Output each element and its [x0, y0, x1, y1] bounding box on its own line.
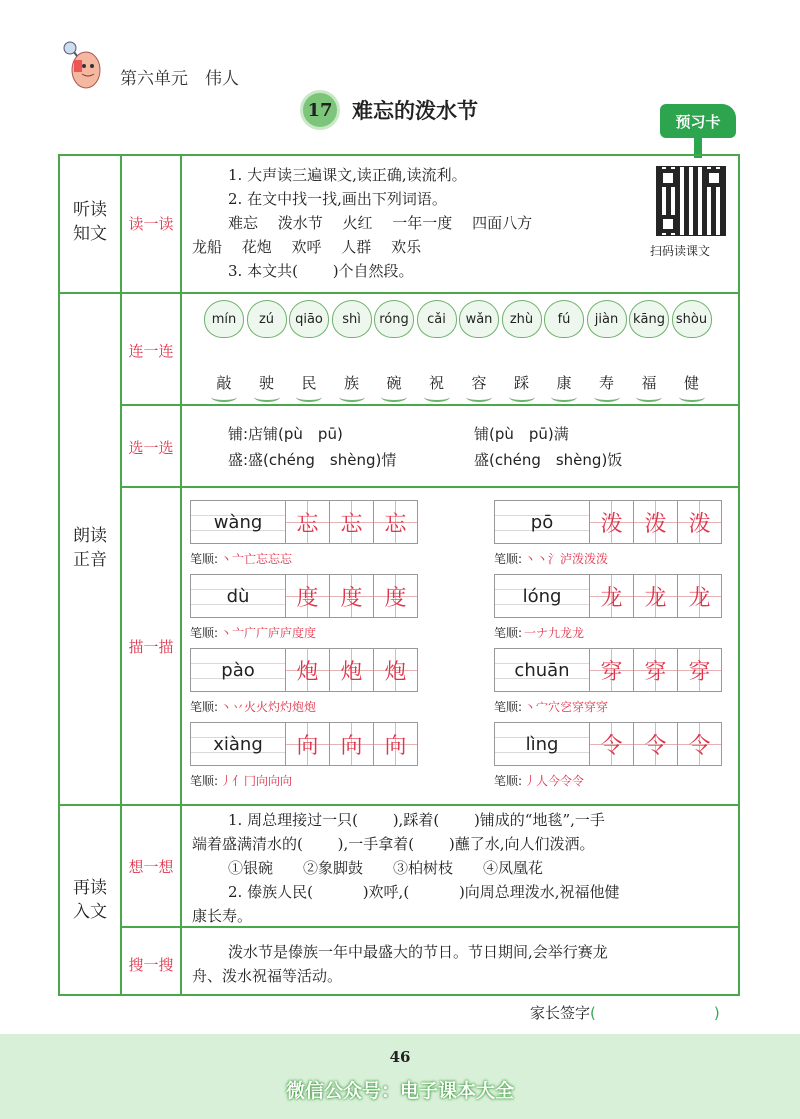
pinyin-box: xiàng — [190, 722, 286, 766]
character-box[interactable]: 泼 — [634, 500, 678, 544]
signature-close: ) — [713, 1004, 720, 1022]
character-item[interactable]: 祝 — [428, 374, 444, 392]
character-item[interactable]: 康 — [556, 374, 572, 392]
divider — [58, 292, 740, 294]
sub-think: 想一想 — [128, 858, 174, 876]
writing-row — [494, 500, 722, 544]
character-box[interactable]: 泼 — [590, 500, 634, 544]
pinyin-box: pō — [494, 500, 590, 544]
character-box[interactable]: 向 — [286, 722, 330, 766]
character-item[interactable]: 驶 — [258, 374, 274, 392]
stroke-sequence: 丶丶氵泸泼泼泼 — [524, 552, 609, 566]
leaf-icon — [636, 392, 662, 402]
signature-open: ( — [590, 1004, 596, 1022]
character-item[interactable]: 碗 — [386, 374, 402, 392]
section-reread: 再读 入文 — [73, 878, 107, 922]
stroke-order — [190, 624, 316, 641]
choose-right-2: 盛(chéng shèng)饭 — [474, 451, 623, 469]
character-item[interactable]: 敲 — [216, 374, 232, 392]
pinyin-bubble[interactable]: jiàn — [587, 300, 627, 338]
stroke-sequence: 丶丷火火灼灼炮炮 — [220, 700, 317, 714]
stroke-label: 笔顺: — [190, 700, 219, 714]
character-box[interactable]: 忘 — [286, 500, 330, 544]
leaf-icon — [594, 392, 620, 402]
search-line: 舟、泼水祝福等活动。 — [192, 967, 343, 985]
writing-row — [494, 722, 722, 766]
leaf-icon — [254, 392, 280, 402]
writing-row — [190, 648, 418, 692]
stroke-order — [494, 698, 608, 715]
character-box[interactable]: 忘 — [374, 500, 418, 544]
qr-label: 扫码读课文 — [650, 244, 711, 258]
pinyin-bubble[interactable]: shòu — [672, 300, 712, 338]
think-line: 1. 周总理接过一只( ),踩着( )铺成的“地毯”,一手 — [228, 811, 605, 829]
read-line: 1. 大声读三遍课文,读正确,读流利。 — [228, 166, 467, 184]
pinyin-box: chuān — [494, 648, 590, 692]
pinyin-bubble[interactable]: wǎn — [459, 300, 499, 338]
leaf-icon — [211, 392, 237, 402]
pinyin-bubble[interactable]: zú — [247, 300, 287, 338]
unit-title: 第六单元 伟人 — [120, 69, 239, 89]
pinyin-bubble[interactable]: shì — [332, 300, 372, 338]
pinyin-bubble[interactable]: róng — [374, 300, 414, 338]
stroke-order — [190, 772, 292, 789]
lesson-number: 17 — [300, 90, 340, 130]
character-box[interactable]: 令 — [634, 722, 678, 766]
think-line: 2. 傣族人民( )欢呼,( )向周总理泼水,祝福他健 — [228, 883, 620, 901]
sub-read: 读一读 — [128, 215, 174, 233]
character-box[interactable]: 穿 — [590, 648, 634, 692]
divider — [120, 404, 740, 406]
stroke-label: 笔顺: — [190, 626, 219, 640]
stroke-sequence: 丿人今令令 — [524, 774, 585, 788]
sub-link: 连一连 — [128, 342, 174, 360]
stroke-order — [494, 550, 608, 567]
pinyin-box: lìng — [494, 722, 590, 766]
character-box[interactable]: 炮 — [374, 648, 418, 692]
think-options: ①银碗 ②象脚鼓 ③柏树枝 ④凤凰花 — [228, 859, 544, 877]
signature-label: 家长签字 — [530, 1004, 591, 1022]
read-line: 3. 本文共( )个自然段。 — [228, 262, 414, 280]
search-line: 泼水节是傣族一年中最盛大的节日。节日期间,会举行赛龙 — [228, 943, 608, 961]
choose-left-2: 盛:盛(chéng shèng)情 — [228, 451, 397, 469]
leaf-icon — [509, 392, 535, 402]
stroke-order — [190, 550, 292, 567]
sub-trace: 描一描 — [128, 638, 174, 656]
lesson-title: 难忘的泼水节 — [352, 99, 478, 123]
writing-row — [190, 574, 418, 618]
pinyin-box: dù — [190, 574, 286, 618]
writing-row — [190, 500, 418, 544]
character-box[interactable]: 泼 — [678, 500, 722, 544]
stroke-sequence: 丿亻冂向向向 — [220, 774, 293, 788]
section-read-aloud: 朗读 正音 — [73, 526, 107, 570]
writing-row — [494, 648, 722, 692]
character-item[interactable]: 寿 — [598, 374, 614, 392]
sub-choose: 选一选 — [128, 439, 174, 457]
read-line: 龙船 花炮 欢呼 人群 欢乐 — [192, 238, 422, 256]
parent-signature — [530, 1002, 720, 1023]
character-box[interactable]: 忘 — [330, 500, 374, 544]
character-box[interactable]: 令 — [590, 722, 634, 766]
leaf-icon — [296, 392, 322, 402]
leaf-icon — [466, 392, 492, 402]
character-box[interactable]: 穿 — [678, 648, 722, 692]
sub-search: 搜一搜 — [128, 956, 174, 974]
stroke-label: 笔顺: — [494, 774, 523, 788]
choose-left-1: 铺:店铺(pù pū) — [228, 425, 343, 443]
character-box[interactable]: 度 — [374, 574, 418, 618]
character-item[interactable]: 容 — [471, 374, 487, 392]
stroke-label: 笔顺: — [494, 700, 523, 714]
character-item[interactable]: 福 — [641, 374, 657, 392]
preview-card-sign: 预习卡 — [660, 104, 736, 138]
stroke-order — [494, 624, 584, 641]
section-listen: 听读 知文 — [73, 200, 107, 244]
divider — [120, 486, 740, 488]
pinyin-bubble[interactable]: fú — [544, 300, 584, 338]
character-item[interactable]: 族 — [343, 374, 359, 392]
writing-row — [190, 722, 418, 766]
character-box[interactable]: 炮 — [330, 648, 374, 692]
character-box[interactable]: 向 — [330, 722, 374, 766]
stroke-order — [494, 772, 584, 789]
pinyin-bubble[interactable]: qiāo — [289, 300, 329, 338]
lesson-header — [300, 92, 478, 128]
character-box[interactable]: 穿 — [634, 648, 678, 692]
character-box[interactable]: 龙 — [678, 574, 722, 618]
mascot-icon — [60, 40, 106, 98]
leaf-icon — [551, 392, 577, 402]
stroke-sequence: 丶亠亡忘忘忘 — [220, 552, 293, 566]
leaf-icon — [381, 392, 407, 402]
qr-code-icon[interactable] — [656, 166, 726, 236]
character-box[interactable]: 龙 — [590, 574, 634, 618]
character-box[interactable]: 炮 — [286, 648, 330, 692]
stroke-sequence: 丶宀穴穵穿穿穿 — [524, 700, 609, 714]
read-line: 2. 在文中找一找,画出下列词语。 — [228, 190, 447, 208]
pinyin-bubble[interactable]: mín — [204, 300, 244, 338]
stroke-sequence: 一ナ九龙龙 — [524, 626, 585, 640]
stroke-order — [190, 698, 316, 715]
read-line: 难忘 泼水节 火红 一年一度 四面八方 — [228, 214, 533, 232]
character-box[interactable]: 度 — [330, 574, 374, 618]
pinyin-bubble[interactable]: cǎi — [417, 300, 457, 338]
pinyin-bubble[interactable]: kāng — [629, 300, 669, 338]
writing-row — [494, 574, 722, 618]
pinyin-box: pào — [190, 648, 286, 692]
character-box[interactable]: 度 — [286, 574, 330, 618]
stroke-label: 笔顺: — [190, 552, 219, 566]
pinyin-box: lóng — [494, 574, 590, 618]
leaf-icon — [424, 392, 450, 402]
footer-text: 微信公众号：电子课本大全 — [285, 1080, 514, 1102]
character-item[interactable]: 踩 — [513, 374, 529, 392]
think-line: 康长寿。 — [192, 907, 253, 925]
think-line: 端着盛满清水的( ),一手拿着( )蘸了水,向人们泼洒。 — [192, 835, 595, 853]
leaf-icon — [339, 392, 365, 402]
stroke-sequence: 丶亠广广庐庐度度 — [220, 626, 317, 640]
choose-right-1: 铺(pù pū)满 — [474, 425, 569, 443]
divider — [58, 804, 740, 806]
character-box[interactable]: 龙 — [634, 574, 678, 618]
stroke-label: 笔顺: — [494, 552, 523, 566]
character-item[interactable]: 健 — [683, 374, 699, 392]
pinyin-box: wàng — [190, 500, 286, 544]
character-item[interactable]: 民 — [301, 374, 317, 392]
pinyin-bubble[interactable]: zhù — [502, 300, 542, 338]
character-box[interactable]: 令 — [678, 722, 722, 766]
leaf-icon — [679, 392, 705, 402]
stroke-label: 笔顺: — [494, 626, 523, 640]
divider — [180, 154, 182, 996]
page-number: 46 — [389, 1048, 411, 1066]
stroke-label: 笔顺: — [190, 774, 219, 788]
character-box[interactable]: 向 — [374, 722, 418, 766]
